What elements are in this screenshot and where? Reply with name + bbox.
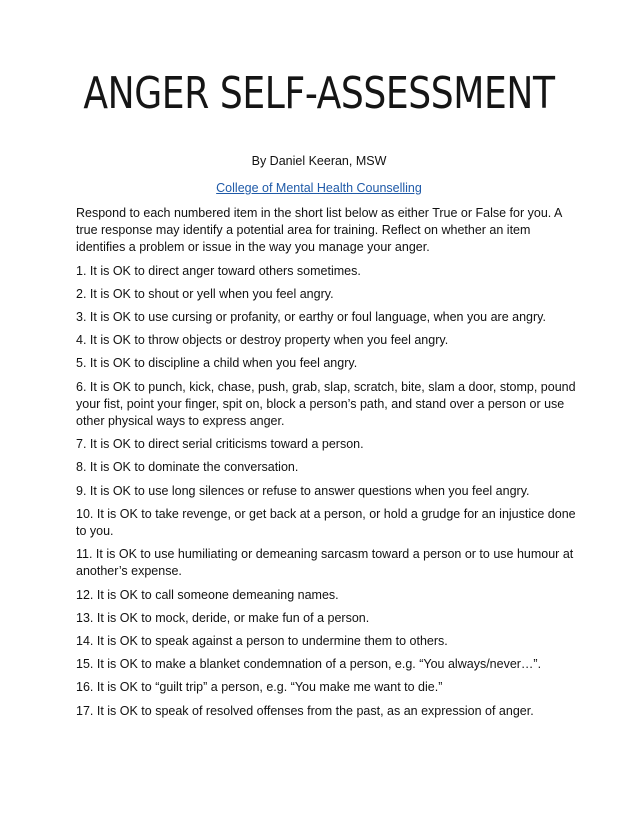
list-item: 4. It is OK to throw objects or destroy property when you feel angry. bbox=[76, 333, 449, 348]
list-item: 9. It is OK to use long silences or refuse to answer questions when you feel angry. bbox=[76, 483, 530, 498]
list-item: 2. It is OK to shout or yell when you feel angry. bbox=[76, 286, 334, 301]
organization-link[interactable]: College of Mental Health Counselling bbox=[216, 181, 422, 195]
list-item: 15. It is OK to make a blanket condemnation of a person, e.g. “You always/never…”. bbox=[76, 657, 542, 672]
list-item: 14. It is OK to speak against a person to undermine them to others. bbox=[76, 634, 448, 649]
assessment-list bbox=[76, 263, 576, 720]
list-item: 6. It is OK to punch, kick, chase, push, grab, slap, scratch, bite, slam a door, stomp, pound your fist, point your finger, spit on, block a person’s path, and stand over a person or use other physical ways to express anger. bbox=[76, 379, 576, 429]
list-item: 16. It is OK to “guilt trip” a person, e.g. “You make me want to die.” bbox=[76, 680, 443, 695]
list-item: 13. It is OK to mock, deride, or make fun of a person. bbox=[76, 610, 370, 625]
intro-paragraph: Respond to each numbered item in the short list below as either True or False for you. A true response may identify a potential area for training. Reflect on whether an item identifies a problem or issue in the way you manage your anger. bbox=[76, 206, 562, 255]
list-item: 11. It is OK to use humiliating or demeaning sarcasm toward a person or to use humour at another’s expense. bbox=[76, 547, 574, 579]
document-body bbox=[76, 205, 576, 726]
list-item: 12. It is OK to call someone demeaning names. bbox=[76, 587, 339, 602]
list-item: 17. It is OK to speak of resolved offenses from the past, as an expression of anger. bbox=[76, 703, 534, 718]
organization-link-wrapper bbox=[0, 179, 638, 197]
list-item: 1. It is OK to direct anger toward others sometimes. bbox=[76, 263, 361, 278]
list-item: 10. It is OK to take revenge, or get back at a person, or hold a grudge for an injustice done to you. bbox=[76, 506, 576, 539]
list-item: 3. It is OK to use cursing or profanity, or earthy or foul language, when you are angry. bbox=[76, 310, 546, 325]
list-item: 7. It is OK to direct serial criticisms toward a person. bbox=[76, 437, 364, 452]
list-item: 8. It is OK to dominate the conversation. bbox=[76, 460, 299, 475]
list-item: 5. It is OK to discipline a child when you feel angry. bbox=[76, 356, 358, 371]
document-title: ANGER SELF-ASSESSMENT bbox=[83, 68, 555, 119]
author-byline: By Daniel Keeran, MSW bbox=[251, 154, 387, 168]
